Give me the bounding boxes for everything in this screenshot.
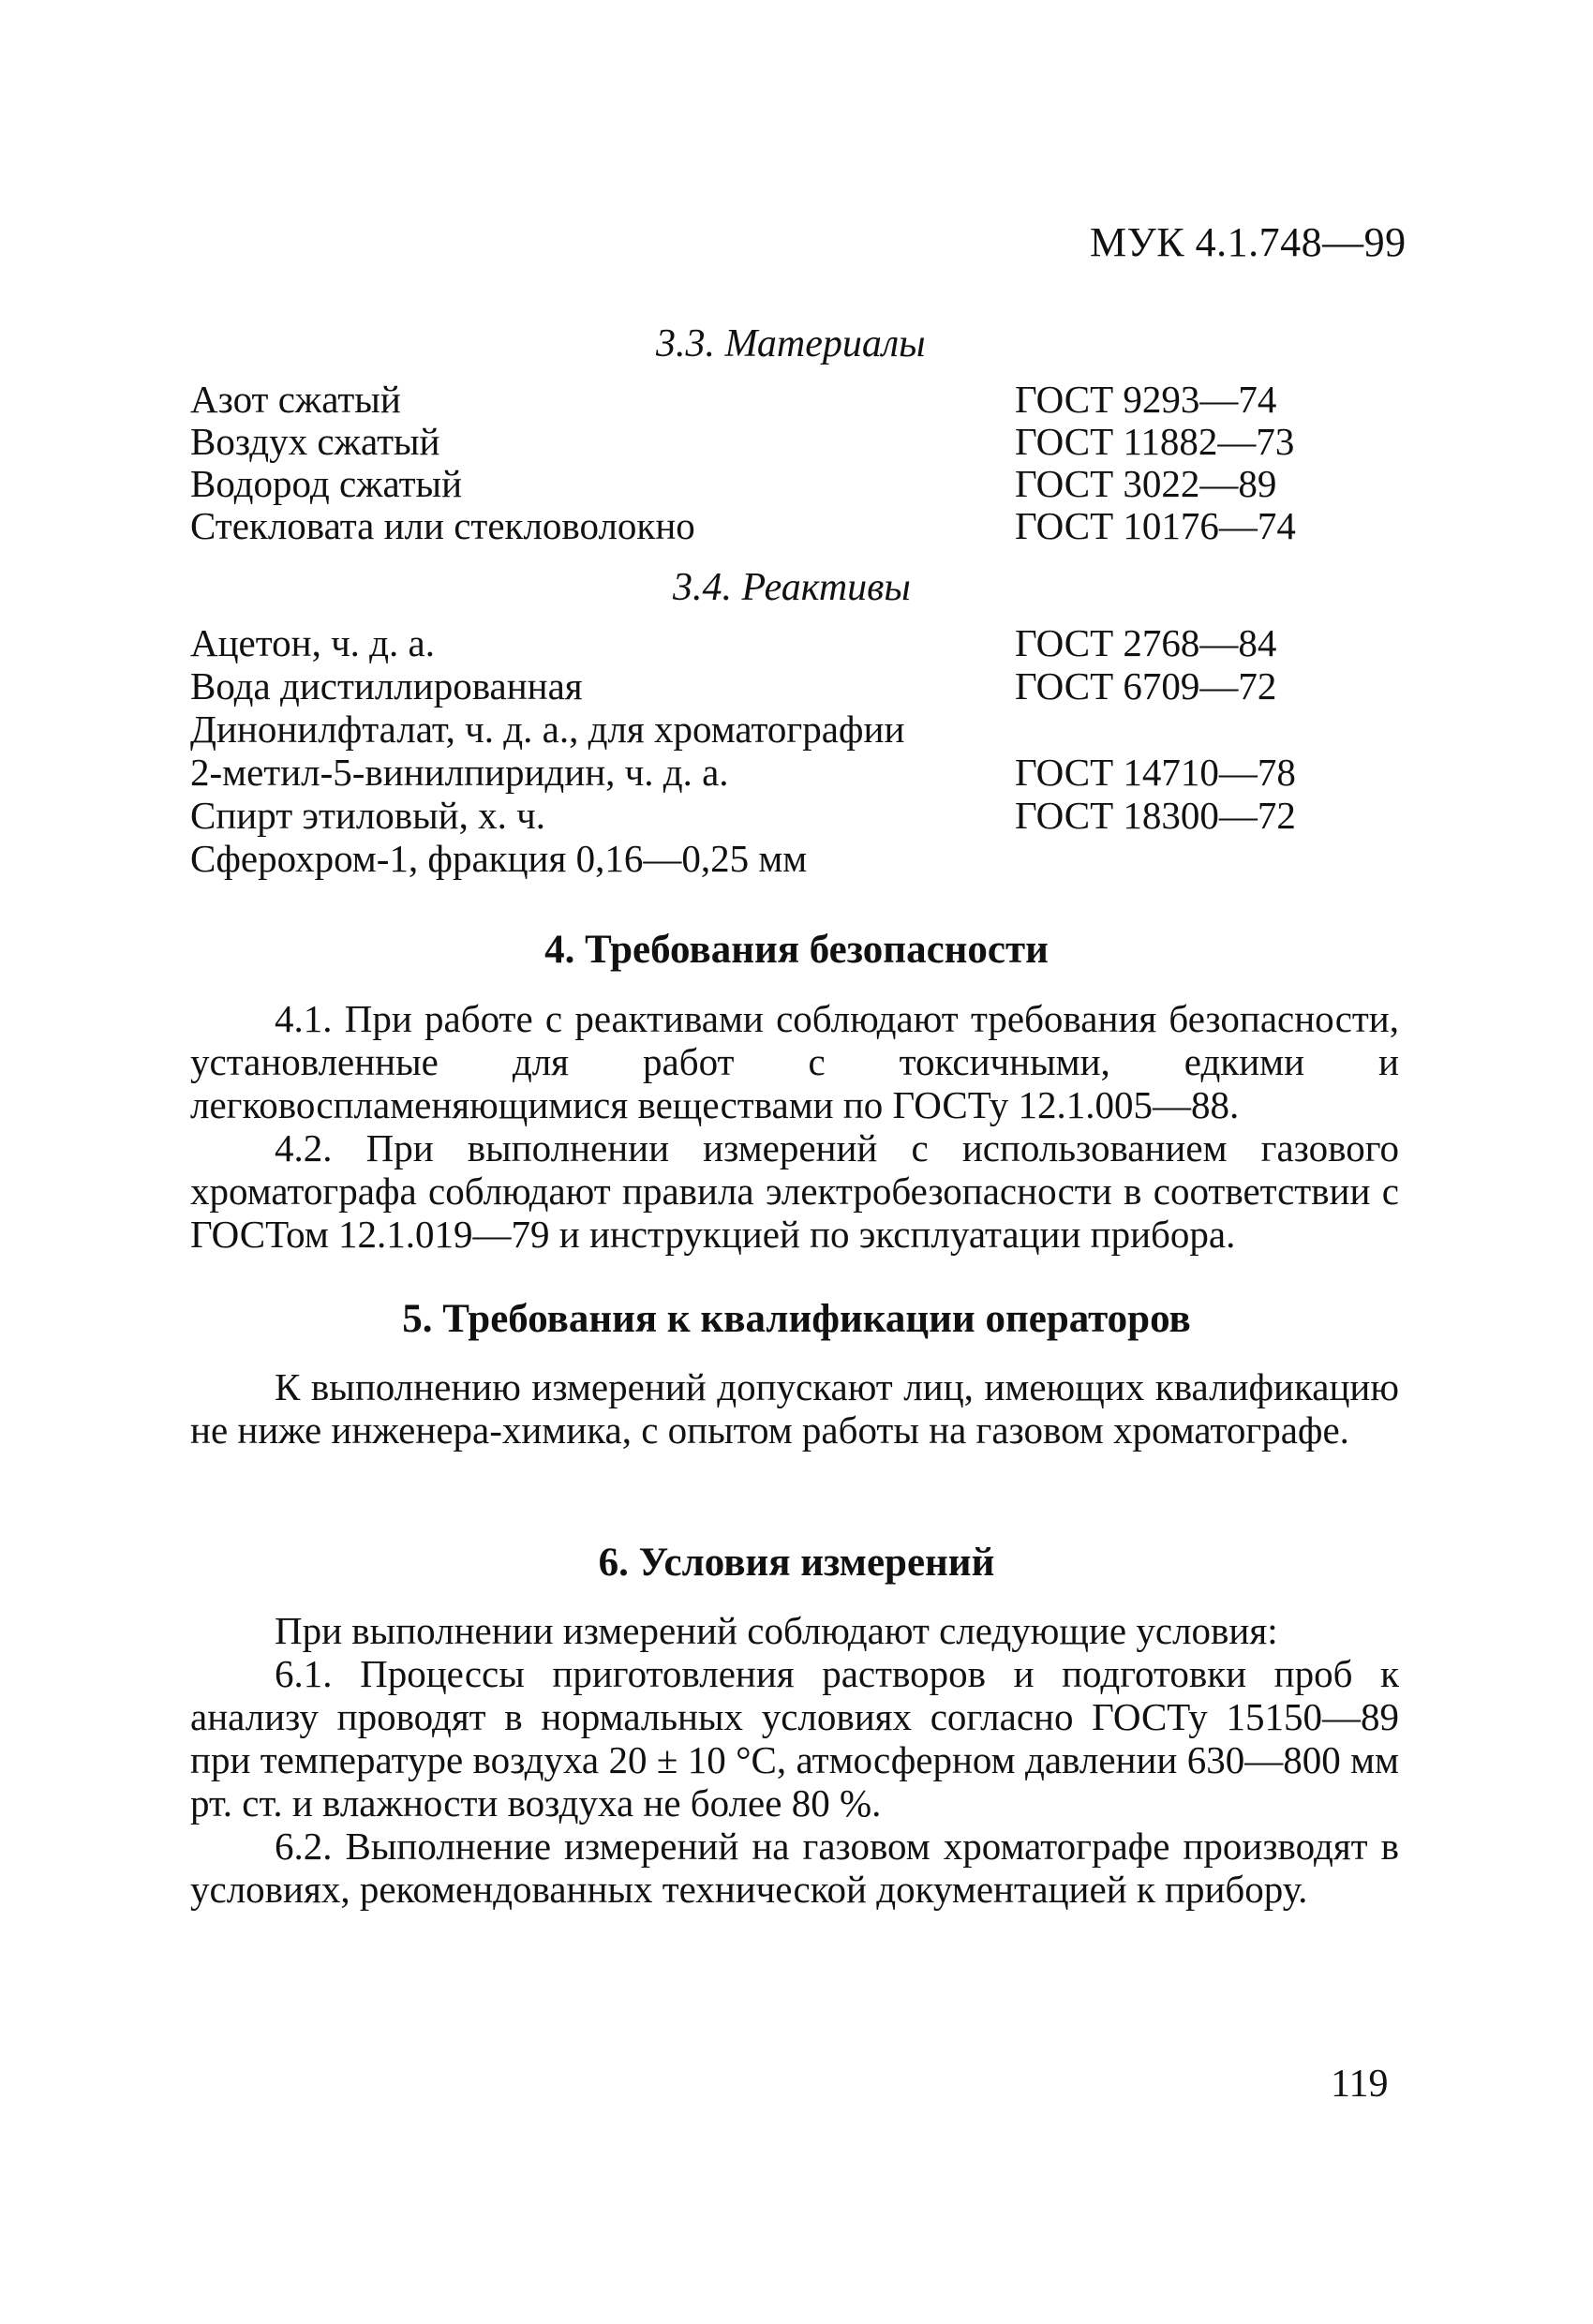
reagent-standard: ГОСТ 18300—72	[1015, 794, 1296, 837]
reagent-standard: ГОСТ 2768—84	[1015, 621, 1277, 664]
material-standard: ГОСТ 10176—74	[1015, 504, 1296, 547]
page-number: 119	[1331, 2063, 1389, 2106]
section-heading-qualification: 5. Требования к квалификации операторов	[402, 1297, 1191, 1341]
paragraph-4-2	[190, 1126, 1399, 1256]
reagent-name: Сферохром-1, фракция 0,16—0,25 мм	[190, 837, 808, 880]
reagents-row	[0, 620, 1593, 663]
materials-row	[0, 419, 1593, 462]
paragraph-6-1	[190, 1652, 1399, 1825]
reagent-name: Динонилфталат, ч. д. а., для хроматографии	[190, 708, 905, 751]
reagents-row	[0, 707, 1593, 750]
materials-heading: 3.3. Материалы	[656, 322, 926, 365]
reagent-standard: ГОСТ 6709—72	[1015, 664, 1277, 708]
paragraph-4-1	[190, 997, 1399, 1126]
reagent-name: Спирт этиловый, х. ч.	[190, 794, 545, 837]
document-code: МУК 4.1.748—99	[1090, 219, 1407, 265]
paragraph-text: К выполнению измерений допускают лиц, имеющих квалификацию не ниже инженера-химика, с опытом работы на газовом хроматографе.	[190, 1365, 1399, 1452]
paragraph-text: 4.2. При выполнении измерений с использованием газового хроматографа соблюдают правила электробезопасности в соответствии с ГОСТом 12.1.019—79 и инструкцией по эксплуатации прибора.	[190, 1126, 1399, 1256]
reagent-name: 2-метил-5-винилпиридин, ч. д. а.	[190, 751, 729, 794]
reagents-row	[0, 663, 1593, 707]
paragraph-text: 4.1. При работе с реактивами соблюдают требования безопасности, установленные для работ с токсичными, едкими и легковоспламеняющимися веществами по ГОСТу 12.1.005—88.	[190, 997, 1399, 1126]
material-name: Водород сжатый	[190, 462, 463, 505]
material-standard: ГОСТ 3022—89	[1015, 462, 1277, 505]
material-name: Воздух сжатый	[190, 420, 440, 463]
reagents-row	[0, 836, 1593, 879]
material-name: Азот сжатый	[190, 378, 401, 421]
reagents-row	[0, 793, 1593, 836]
reagents-row	[0, 750, 1593, 793]
paragraph-text: 6.2. Выполнение измерений на газовом хроматографе производят в условиях, рекомендованных технической документацией к прибору.	[190, 1825, 1399, 1911]
material-name: Стекловата или стекловолокно	[190, 504, 695, 547]
reagent-name: Вода дистиллированная	[190, 664, 583, 708]
reagent-name: Ацетон, ч. д. а.	[190, 621, 435, 664]
paragraph-text: При выполнении измерений соблюдают следующие условия:	[275, 1609, 1278, 1652]
section-heading-conditions: 6. Условия измерений	[598, 1541, 995, 1585]
paragraph-5-1	[190, 1365, 1399, 1452]
reagents-heading: 3.4. Реактивы	[673, 566, 911, 609]
materials-row	[0, 461, 1593, 504]
paragraph-6-2	[190, 1825, 1399, 1911]
materials-row	[0, 377, 1593, 420]
material-standard: ГОСТ 9293—74	[1015, 378, 1277, 421]
materials-row	[0, 503, 1593, 546]
reagent-standard: ГОСТ 14710—78	[1015, 751, 1296, 794]
paragraph-6-intro	[190, 1609, 1399, 1652]
section-heading-safety: 4. Требования безопасности	[544, 928, 1049, 972]
material-standard: ГОСТ 11882—73	[1015, 420, 1295, 463]
paragraph-text: 6.1. Процессы приготовления растворов и подготовки проб к анализу проводят в нормальных условиях согласно ГОСТу 15150—89 при температуре воздуха 20 ± 10 °С, атмосферном давлении 630—800 мм рт. ст. и влажности воздуха не более 80 %.	[190, 1652, 1399, 1825]
